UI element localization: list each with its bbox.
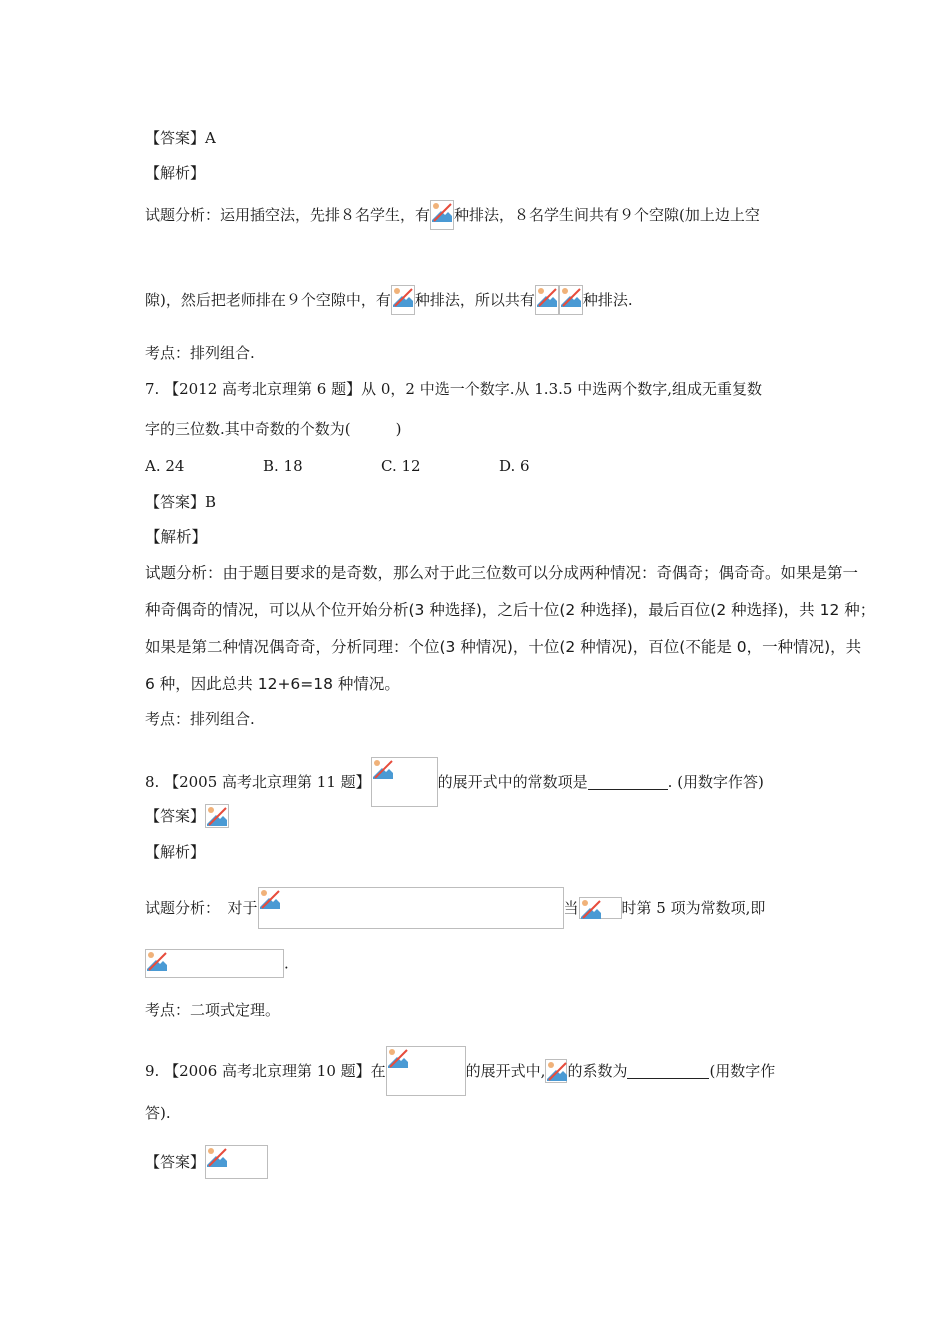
formula-image [205, 1145, 268, 1179]
broken-image-icon [559, 285, 583, 315]
q6-kaodian: 考点：排列组合. [145, 344, 255, 362]
q7-analysis-line1: 试题分析：由于题目要求的是奇数，那么对于此三位数可以分成两种情况：奇偶奇；偶奇奇。如果是第一 [145, 564, 859, 582]
q8-analysis-label: 【解析】 [145, 843, 206, 861]
q7-kaodian: 考点：排列组合. [145, 710, 255, 728]
q6-analysis-line1: 试题分析：运用插空法，先排８名学生，有 种排法，８名学生间共有９个空隙(加上边上空 [145, 200, 760, 230]
q7-analysis-line3: 如果是第二种情况偶奇奇，分析同理：个位(3 种情况)，十位(2 种情况)，百位(不能是 0，一种情况)，共 [145, 638, 862, 656]
q7-analysis-line4: 6 种，因此总共 12+6=18 种情况。 [145, 675, 400, 693]
q6-analysis-label: 【解析】 [145, 164, 206, 182]
q9-question-line2: 答). [145, 1104, 171, 1122]
formula-image [579, 897, 622, 919]
q8-kaodian: 考点：二项式定理。 [145, 1001, 281, 1019]
q9-question-line1: 9. 【2006 高考北京理第 10 题】在 的展开式中, 的系数为 (用数字作 [145, 1046, 775, 1096]
broken-image-icon [535, 285, 559, 315]
q7-question-line1: 7. 【2012 高考北京理第 6 题】从 0，2 中选一个数字.从 1.3.5 中选两个数字,组成无重复数 [145, 380, 762, 398]
broken-image-icon [205, 804, 229, 828]
q8-analysis-line1: 试题分析： 对于 当 时第 5 项为常数项,即 [145, 887, 765, 929]
answer-blank [627, 1064, 709, 1079]
broken-image-icon [545, 1059, 567, 1083]
option-b: B. 18 [263, 457, 303, 475]
formula-image [145, 949, 284, 978]
broken-image-icon [391, 285, 415, 315]
q9-answer: 【答案】 [145, 1145, 268, 1179]
option-d: D. 6 [499, 457, 530, 475]
q7-options [145, 454, 617, 477]
q8-analysis-line2: . [145, 949, 289, 978]
q7-analysis-line2: 种奇偶奇的情况，可以从个位开始分析(3 种选择)，之后十位(2 种选择)，最后百位(2 种选择)，共 12 种； [145, 601, 876, 619]
formula-image [386, 1046, 466, 1096]
option-a: A. 24 [145, 457, 185, 475]
q6-answer: 【答案】A [145, 129, 216, 147]
broken-image-icon [430, 200, 454, 230]
q6-analysis-line2: 隙)，然后把老师排在９个空隙中，有 种排法，所以共有 种排法. [145, 285, 633, 315]
q8-answer: 【答案】 [145, 804, 229, 828]
q8-question: 8. 【2005 高考北京理第 11 题】 的展开式中的常数项是 . (用数字作答) [145, 757, 764, 807]
q7-analysis-label: 【解析】 [145, 528, 208, 546]
answer-blank [588, 775, 668, 790]
formula-image [258, 887, 564, 929]
formula-image [371, 757, 438, 807]
q7-question-line2: 字的三位数.其中奇数的个数为( ) [145, 420, 402, 438]
q7-answer: 【答案】B [145, 493, 217, 511]
option-c: C. 12 [381, 457, 421, 475]
